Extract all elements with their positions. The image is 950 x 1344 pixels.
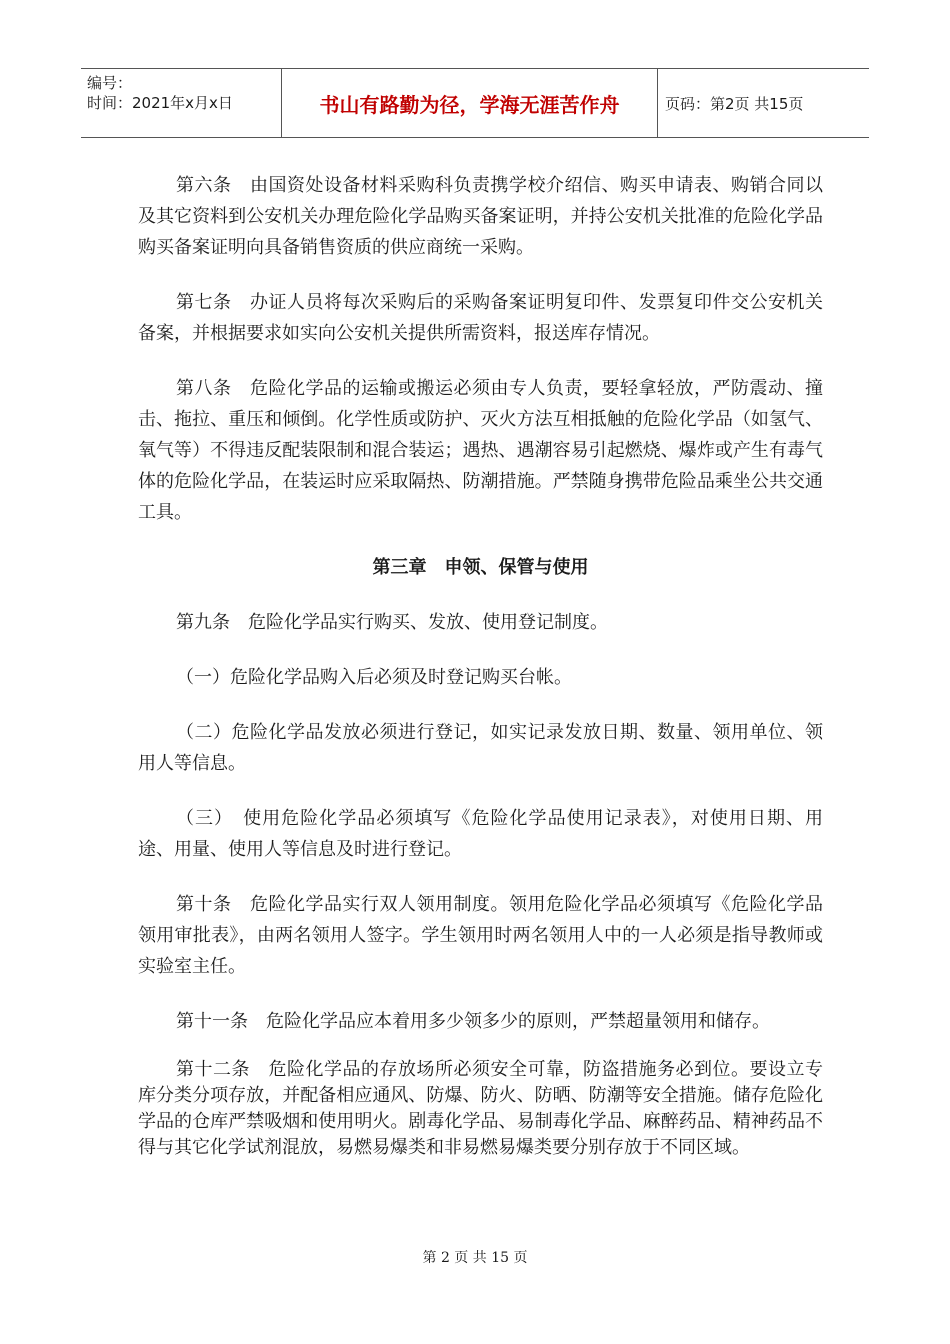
header-number: 编号： (87, 74, 133, 92)
page-footer: 第 2 页 共 15 页 (422, 1250, 528, 1266)
article-6: 第六条 由国资处设备材料采购科负责携学校介绍信、购买申请表、购销合同以及其它资料到公安机关办理危险化学品购买备案证明，并持公安机关批准的危险化学品购买备案证明向具备销售资质的供应商统一采购。 (138, 175, 823, 258)
header-page-info: 页码：第2页 共15页 (665, 94, 804, 113)
article-9: 第九条 危险化学品实行购买、发放、使用登记制度。 (176, 612, 608, 633)
item-1: （一）危险化学品购入后必须及时登记购买台帐。 (176, 667, 572, 688)
article-7: 第七条 办证人员将每次采购后的采购备案证明复印件、发票复印件交公安机关备案，并根据要求如实向公安机关提供所需资料，报送库存情况。 (138, 292, 823, 344)
header-time: 时间：2021年x月x日 (87, 94, 233, 112)
header-motto: 书山有路勤为径，学海无涯苦作舟 (282, 69, 658, 137)
document-body (138, 170, 823, 1161)
chapter-heading: 第三章 申领、保管与使用 (372, 557, 589, 578)
item-3: （三） 使用危险化学品必须填写《危险化学品使用记录表》，对使用日期、用途、用量、使用人等信息及时进行登记。 (138, 808, 823, 860)
header-meta (81, 69, 282, 137)
item-2: （二）危险化学品发放必须进行登记，如实记录发放日期、数量、领用单位、领用人等信息。 (138, 722, 823, 774)
article-11: 第十一条 危险化学品应本着用多少领多少的原则，严禁超量领用和储存。 (176, 1011, 770, 1032)
article-8: 第八条 危险化学品的运输或搬运必须由专人负责，要轻拿轻放，严防震动、撞击、拖拉、重压和倾倒。化学性质或防护、灭火方法互相抵触的危险化学品（如氢气、氧气等）不得违反配装限制和混合装运；遇热、遇潮容易引起燃烧、爆炸或产生有毒气体的危险化学品，在装运时应采取隔热、防潮措施。严禁随身携带危险品乘坐公共交通工具。 (138, 378, 823, 523)
article-12: 第十二条 危险化学品的存放场所必须安全可靠，防盗措施务必到位。要设立专库分类分项存放，并配备相应通风、防爆、防火、防晒、防潮等安全措施。储存危险化学品的仓库严禁吸烟和使用明火。剧毒化学品、易制毒化学品、麻醉药品、精神药品不得与其它化学试剂混放，易燃易爆类和非易燃易爆类要分别存放于不同区域。 (138, 1059, 823, 1158)
page-header (81, 68, 869, 138)
article-10: 第十条 危险化学品实行双人领用制度。领用危险化学品必须填写《危险化学品领用审批表》，由两名领用人签字。学生领用时两名领用人中的一人必须是指导教师或实验室主任。 (138, 894, 823, 977)
